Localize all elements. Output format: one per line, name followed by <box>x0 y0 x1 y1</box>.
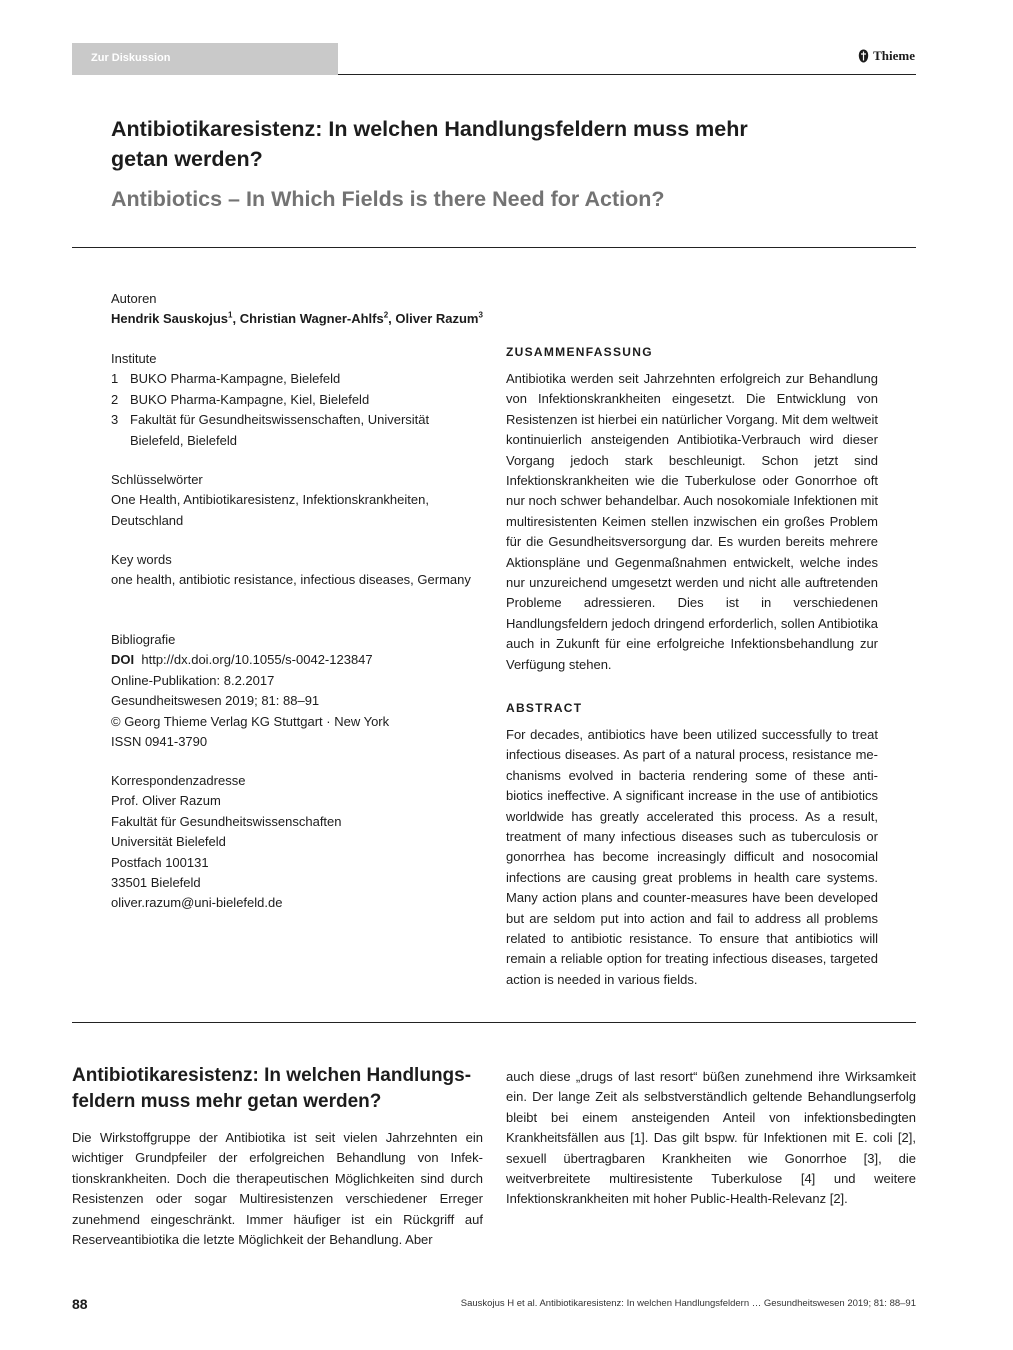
correspondence-line: Prof. Oliver Razum <box>111 793 221 809</box>
header-rule <box>338 74 916 75</box>
article-title-german: Antibiotikaresistenz: In welchen Handlungsfeldern muss mehr getan werden? <box>111 117 748 171</box>
author-affiliation: 1 <box>228 311 233 321</box>
institute-text: BUKO Pharma-Kampagne, Bielefeld <box>130 371 341 387</box>
authors-block <box>111 289 531 330</box>
page-number: 88 <box>72 1296 88 1312</box>
institutes-block <box>111 349 481 451</box>
bibliography-block <box>111 630 481 752</box>
author-name: Hendrik Sauskojus <box>111 311 229 327</box>
institute-item <box>111 390 481 410</box>
author-affiliation: 3 <box>478 311 483 321</box>
running-footer-citation: Sauskojus H et al. Antibiotikaresistenz: In welchen Handlungsfeldern … Gesundheitswesen 2019; 81: 88–91 <box>460 1298 916 1309</box>
author-separator: , <box>388 311 396 327</box>
keywords-english-label: Key words <box>111 552 172 567</box>
correspondence-line: 33501 Bielefeld <box>111 875 201 891</box>
institutes-label: Institute <box>111 351 157 366</box>
institute-item <box>111 369 481 389</box>
abstract-text: For decades, antibiotics have been utilized successfully to treat infectious diseases. As part of a natural process, resistance mechanisms evolved in bacteria rendering some of these antibiotics ineffective. A significant increase in the use of antibiotics worldwide has greatly accelerated this process. As a result, treatment of many infectious diseases such as tuberculosis or gonorrhea has become increasingly difficult and nosocomial infections are causing great problems in health care systems. Many action plans and counter-measures have been developed but are seldom put into action and fail to address all problems related to antibiotic resistance. To ensure that antibiotics will remain a reliable option for treating infectious diseases, targeted action is needed in various fields. <box>506 727 878 987</box>
body-column-right: auch diese „drugs of last resort“ büßen zunehmend ihre Wirksamkeit ein. Der lange Zeit als selbstverständlich geltende Behandlungserfolg bleibt bei einem ansteigenden Anteil von infektionsbedingten Krankheitsfällen aus [1]. Das gilt bspw. für Infektionen mit E. coli [2], sexuell übertragbaren Krankheiten wie Gonorrhoe [3], die weitverbreitete multiresistente Tuberkulose [4] und weitere Infektionskrankheiten mit hoher Public-Health-Relevanz [2]. <box>506 1069 916 1207</box>
correspondence-line: Fakultät für Gesundheitswissenschaften <box>111 813 342 829</box>
keywords-english-text: one health, antibiotic resistance, infectious diseases, Germany <box>111 572 471 588</box>
institute-number: 3 <box>111 412 119 428</box>
publisher-name: Thieme <box>873 48 915 63</box>
author-name: Oliver Razum <box>395 311 479 327</box>
section-label-text: Zur Diskussion <box>91 52 171 64</box>
body-column-left: Die Wirkstoffgruppe der Antibiotika ist seit vielen Jahrzehnten ein wichtiger Grundpfeiler der erfolgreichen Behandlung von Infektionskrankheiten. Doch die therapeutischen Möglichkeiten sind durch Resistenzen oder sogar Multiresistenzen verschiedener Erreger zunehmend eingeschränkt. Immer häufiger ist ein Rückgriff auf Reserveantibiotika die letzte Möglichkeit der Behandlung. Aber <box>72 1130 483 1248</box>
section-label <box>72 43 338 75</box>
abstract-heading: ABSTRACT <box>506 701 583 715</box>
institute-number: 1 <box>111 371 119 387</box>
doi-link[interactable]: http://dx.doi.org/10.1055/s-0042-123847 <box>141 652 373 668</box>
issn: ISSN 0941-3790 <box>111 734 208 750</box>
keywords-german-label: Schlüsselwörter <box>111 472 203 487</box>
correspondence-line: Universität Bielefeld <box>111 834 226 850</box>
author-affiliation: 2 <box>383 311 389 321</box>
thieme-emblem-icon <box>858 49 869 63</box>
correspondence-label: Korrespondenzadresse <box>111 773 246 788</box>
keywords-german-block <box>111 470 481 531</box>
online-publication: Online-Publikation: 8.2.2017 <box>111 672 275 688</box>
bibliography-label: Bibliografie <box>111 632 176 647</box>
institute-item <box>111 410 481 451</box>
abstract-divider <box>72 1022 916 1023</box>
keywords-english-block <box>111 550 481 591</box>
section-heading: Antibiotikaresistenz: In welchen Handlungsfeldern muss mehr getan werden? <box>72 1065 472 1112</box>
copyright: © Georg Thieme Verlag KG Stuttgart · New York <box>111 713 390 729</box>
doi-line <box>111 650 481 670</box>
journal-citation: Gesundheitswesen 2019; 81: 88–91 <box>111 693 320 709</box>
zusammenfassung-text: Antibiotika werden seit Jahrzehnten erfolgreich zur Behandlung von Infektionskrankheiten eingesetzt. Die Entwicklung von Resistenzen ist hierbei ein natürlicher Vorgang. Mit dem weltweit kontinuierlich ansteigenden Antibiotika-Verbrauch wird dieser Vorgang jedoch stark beschleunigt. Schon jetzt sind Infektionskrankheiten wie die Tuberkulose oder Gonorrhoe oft nur noch schwer behandelbar. Auch nosokomiale Infektionen mit multiresistenten Keimen stellen inzwischen ein großes Problem für die Gesundheitsversorgung dar. Es wurden bereits mehrere Aktionspläne und Gegenmaßnahmen entwickelt, welche indes nur unzureichend umgesetzt werden und nicht alle auftretenden Probleme adressieren. Dies ist in verschiedenen Handlungsfeldern jedoch dringend erforderlich, sollen Antibiotika auch in Zukunft für eine erfolgreiche Infektionsbehandlung zur Verfügung stehen. <box>506 371 878 672</box>
title-divider <box>72 247 916 248</box>
institute-text: Fakultät für Gesundheitswissenschaften, Universität Bielefeld, Bielefeld <box>130 412 430 448</box>
authors-label: Autoren <box>111 291 157 306</box>
author-list <box>111 309 531 329</box>
zusammenfassung-heading: ZUSAMMENFASSUNG <box>506 345 653 359</box>
correspondence-block <box>111 771 481 914</box>
institute-text: BUKO Pharma-Kampagne, Kiel, Bielefeld <box>130 391 370 407</box>
institute-number: 2 <box>111 391 119 407</box>
correspondence-email[interactable]: oliver.razum@uni-bielefeld.de <box>111 895 283 911</box>
publisher-logo <box>858 48 915 64</box>
correspondence-line: Postfach 100131 <box>111 854 209 870</box>
article-title-english: Antibiotics – In Which Fields is there Need for Action? <box>111 187 665 211</box>
keywords-german-text: One Health, Antibiotikaresistenz, Infektionskrankheiten, Deutschland <box>111 492 429 528</box>
doi-label: DOI <box>111 652 135 668</box>
author-name: Christian Wagner-Ahlfs <box>239 311 384 327</box>
author-separator: , <box>232 311 240 327</box>
